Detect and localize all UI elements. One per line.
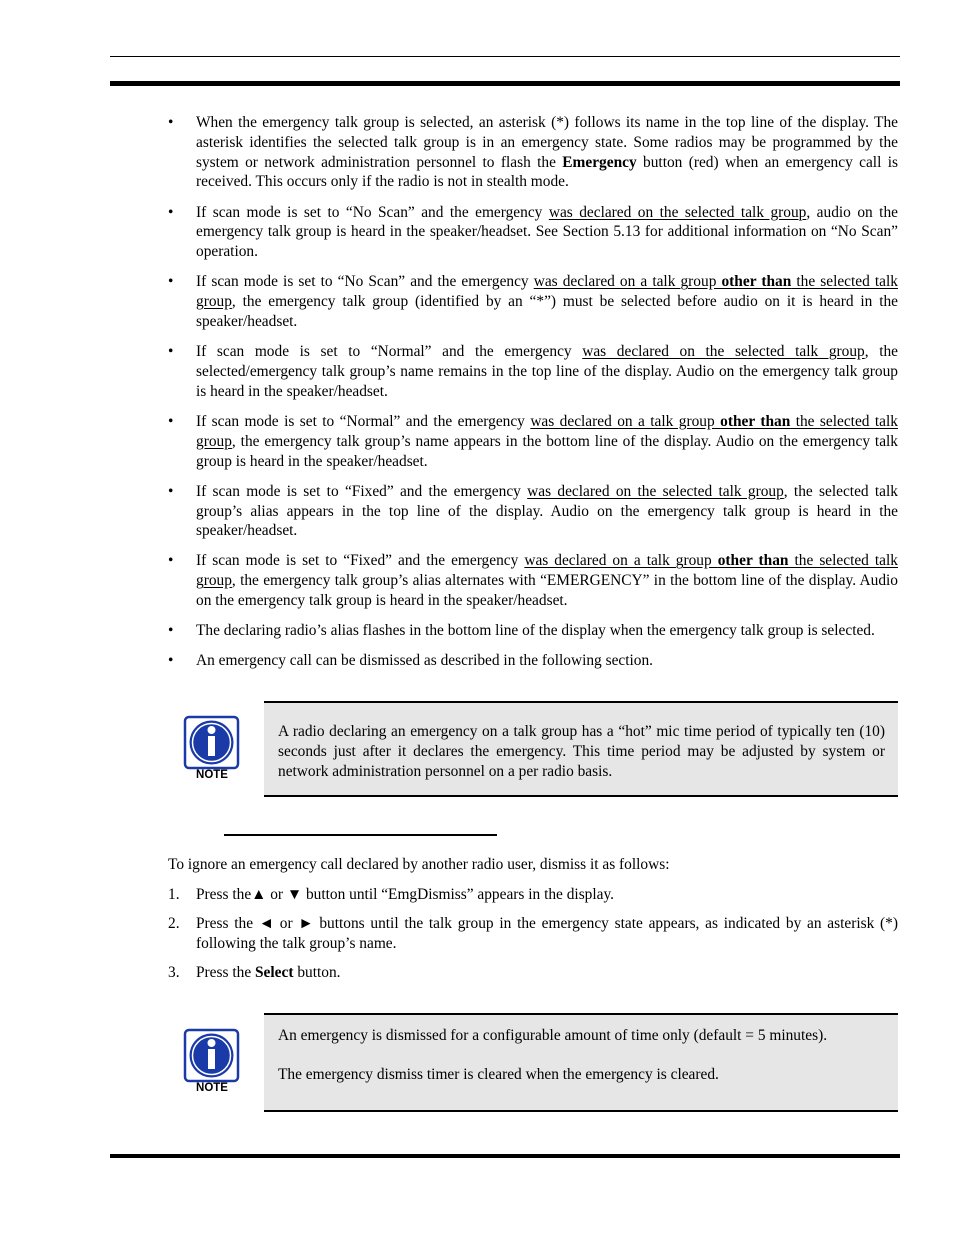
footer-rule <box>110 1154 900 1158</box>
bullet-item: • If scan mode is set to “No Scan” and the emergency was declared on a talk group other than the selected talk group, the emergency talk group (identified by an “*”) must be selected before audio on it is heard in the speaker/headset. <box>168 273 898 330</box>
bullet-item: • If scan mode is set to “No Scan” and the emergency was declared on the selected talk group, audio on the emergency talk group is heard in the speaker/headset. See Section 5.13 for additional information on “No Scan” operation. <box>168 203 898 261</box>
bullet-item: • An emergency call can be dismissed as described in the following section. <box>168 652 654 670</box>
note-text-para1: An emergency is dismissed for a configurable amount of time only (default = 5 minutes). <box>278 1027 828 1044</box>
note-box-dismiss-timer <box>264 1013 898 1112</box>
step-number: 1. <box>168 886 180 903</box>
step-item: 3. Press the Select button. <box>168 964 341 982</box>
step-list <box>168 885 898 993</box>
note-box-hot-mic <box>264 701 898 797</box>
step-item: 1. Press the▲ or ▼ button until “EmgDismiss” appears in the display. <box>168 886 615 903</box>
bullet-dot: • <box>168 622 174 640</box>
bullet-dot: • <box>168 343 174 361</box>
bullet-dot: • <box>168 552 174 570</box>
bullet-item: • If scan mode is set to “Normal” and the emergency was declared on a talk group other than the selected talk group, the emergency talk group’s name appears in the bottom line of the display. Audio on the emergency talk group is heard in the speaker/headset. <box>168 412 898 470</box>
note-text: A radio declaring an emergency on a talk group has a “hot” mic time period of typically ten (10) seconds just after it declares the emergency. This time period may be adjusted by system or network administration personnel on a per radio basis. <box>278 723 885 780</box>
bullet-item: • If scan mode is set to “Normal” and the emergency was declared on the selected talk group, the selected/emergency talk group’s name remains in the top line of the display. Audio on the emergency talk group is heard in the speaker/headset. <box>168 343 899 400</box>
step-item: 2. Press the ◄ or ► buttons until the talk group in the emergency state appears, as indicated by an asterisk (*) following the talk group’s name. <box>168 915 898 953</box>
intro-text: To ignore an emergency call declared by another radio user, dismiss it as follows: <box>168 856 670 873</box>
bullet-list <box>168 113 898 682</box>
section-heading-underline <box>224 834 497 836</box>
note-text-para2: The emergency dismiss timer is cleared when the emergency is cleared. <box>278 1065 719 1083</box>
note-info-icon <box>183 715 241 785</box>
bullet-dot: • <box>168 203 174 221</box>
bullet-dot: • <box>168 273 174 291</box>
note-info-icon <box>183 1028 241 1098</box>
bullet-item: • If scan mode is set to “Fixed” and the emergency was declared on a talk group other than the selected talk group, the emergency talk group’s alias alternates with “EMERGENCY” in the bottom line of the display. Audio on the emergency talk group is heard in the speaker/headset. <box>168 552 898 610</box>
header-rule-thin <box>110 56 900 57</box>
bullet-dot: • <box>168 652 174 670</box>
note-icon-label: NOTE <box>196 769 228 781</box>
note-icon-label: NOTE <box>196 1082 228 1094</box>
bullet-item: • When the emergency talk group is selected, an asterisk (*) follows its name in the top line of the display. The asterisk identifies the selected talk group is in an emergency state. Some radios may be programmed by the system or network administration personnel to flash the Emergency button (red) when an emergency call is received. This occurs only if the radio is not in stealth mode. <box>168 114 898 191</box>
step-number: 3. <box>168 964 180 982</box>
bullet-dot: • <box>168 482 174 500</box>
step-number: 2. <box>168 915 180 933</box>
header-rule-thick <box>110 81 900 86</box>
bullet-dot: • <box>168 412 174 430</box>
bullet-dot: • <box>168 114 174 131</box>
bullet-item: • The declaring radio’s alias flashes in the bottom line of the display when the emergency talk group is selected. <box>168 622 875 640</box>
bullet-item: • If scan mode is set to “Fixed” and the emergency was declared on the selected talk group, the selected talk group’s alias appears in the top line of the display. Audio on the emergency talk group is heard in the speaker/headset. <box>168 482 898 540</box>
